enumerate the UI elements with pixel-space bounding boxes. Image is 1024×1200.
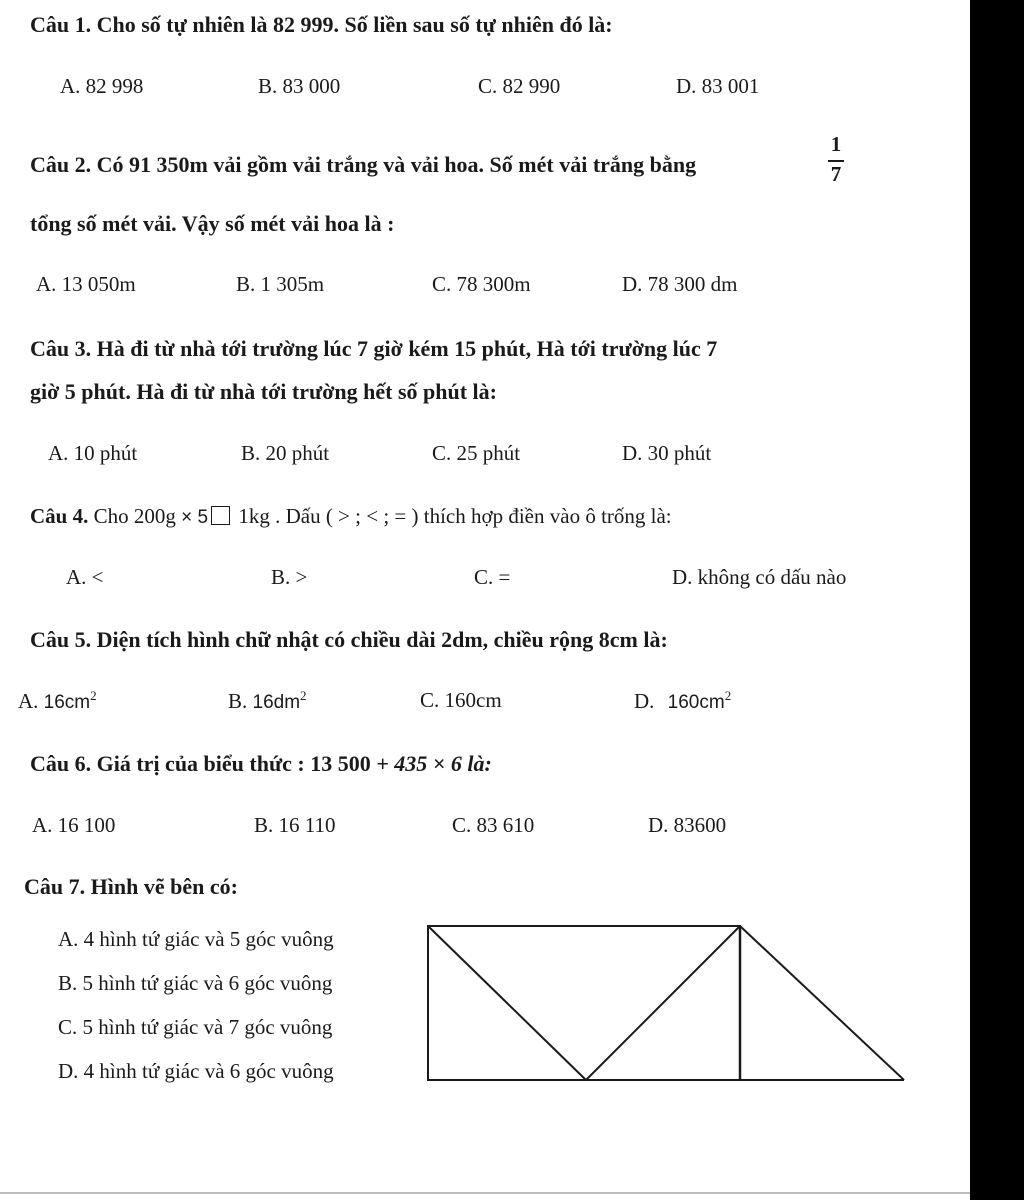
q5-d-value: 160cm: [667, 692, 725, 713]
q5-b-value: 16dm: [252, 692, 301, 713]
q7-option-b: B. 5 hình tứ giác và 6 góc vuông: [58, 971, 333, 995]
q1-option-a: A. 82 998: [60, 74, 144, 98]
q7-option-d: D. 4 hình tứ giác và 6 góc vuông: [58, 1059, 334, 1083]
q6-option-c: C. 83 610: [452, 813, 535, 837]
right-black-bar: [970, 0, 1024, 1200]
q3-option-c: C. 25 phút: [432, 441, 521, 465]
figure-left-diagonal: [428, 926, 586, 1080]
question-2-line-1: Câu 2. Có 91 350m vải gồm vải trắng và vải hoa. Số mét vải trắng bằng: [30, 152, 697, 177]
q4-option-b: B. >: [271, 565, 308, 589]
q5-a-sup: 2: [90, 688, 97, 703]
q1-option-d: D. 83 001: [676, 74, 760, 98]
q4-part-1: Cho 200g: [93, 504, 176, 528]
question-1-text: Câu 1. Cho số tự nhiên là 82 999. Số liền sau số tự nhiên đó là:: [30, 12, 613, 37]
question-3-line-2: giờ 5 phút. Hà đi từ nhà tới trường hết số phút là:: [30, 379, 497, 404]
q2-option-b: B. 1 305m: [236, 272, 325, 296]
q3-option-a: A. 10 phút: [48, 441, 138, 465]
q1-option-b: B. 83 000: [258, 74, 341, 98]
q5-a-value: 16cm: [43, 692, 91, 713]
q5-c-prefix: C.: [420, 688, 440, 712]
figure-middle-diagonal: [586, 926, 740, 1080]
q5-a-prefix: A.: [18, 689, 39, 713]
q5-c-value: 160cm: [444, 688, 502, 712]
question-5-text: Câu 5. Diện tích hình chữ nhật có chiều dài 2dm, chiều rộng 8cm là:: [30, 627, 668, 652]
q6-expr-a: 13 500: [310, 751, 371, 776]
q4-part-2: × 5: [181, 507, 209, 528]
q7-option-c: C. 5 hình tứ giác và 7 góc vuông: [58, 1015, 333, 1039]
question-2-line-2: tổng số mét vải. Vậy số mét vải hoa là :: [30, 211, 395, 236]
q4-option-c: C. =: [474, 565, 511, 589]
q3-option-b: B. 20 phút: [241, 441, 330, 465]
page-bottom-border: [0, 1192, 970, 1194]
question-3-line-1: Câu 3. Hà đi từ nhà tới trường lúc 7 giờ kém 15 phút, Hà tới trường lúc 7: [30, 336, 718, 361]
question-7-text: Câu 7. Hình vẽ bên có:: [24, 874, 238, 899]
q5-b-sup: 2: [300, 688, 307, 703]
q4-option-d: D. không có dấu nào: [672, 565, 847, 589]
q5-d-prefix: D.: [634, 689, 655, 713]
q4-label: Câu 4.: [30, 504, 89, 528]
q6-option-b: B. 16 110: [254, 813, 336, 837]
q6-option-a: A. 16 100: [32, 813, 116, 837]
q5-d-sup: 2: [724, 688, 732, 703]
q2-option-c: C. 78 300m: [432, 272, 531, 296]
fraction-denominator: 7: [830, 162, 842, 186]
fraction-numerator: 1: [830, 132, 842, 156]
q3-option-d: D. 30 phút: [622, 441, 712, 465]
q1-option-c: C. 82 990: [478, 74, 561, 98]
q4-option-a: A. <: [66, 565, 104, 589]
q6-label: Câu 6. Giá trị của biểu thức :: [30, 751, 305, 776]
q4-part-3: 1kg . Dấu ( > ; < ; = ) thích hợp điền vào ô trống là:: [238, 504, 672, 528]
q6-expr-b: + 435 × 6 là:: [376, 751, 492, 776]
q7-option-a: A. 4 hình tứ giác và 5 góc vuông: [58, 927, 334, 951]
q5-b-prefix: B.: [228, 689, 248, 713]
q2-option-d: D. 78 300 dm: [622, 272, 738, 296]
figure-right-diagonal: [740, 926, 904, 1080]
q2-option-a: A. 13 050m: [36, 272, 136, 296]
q6-option-d: D. 83600: [648, 813, 727, 837]
figure-rectangle: [428, 926, 740, 1080]
